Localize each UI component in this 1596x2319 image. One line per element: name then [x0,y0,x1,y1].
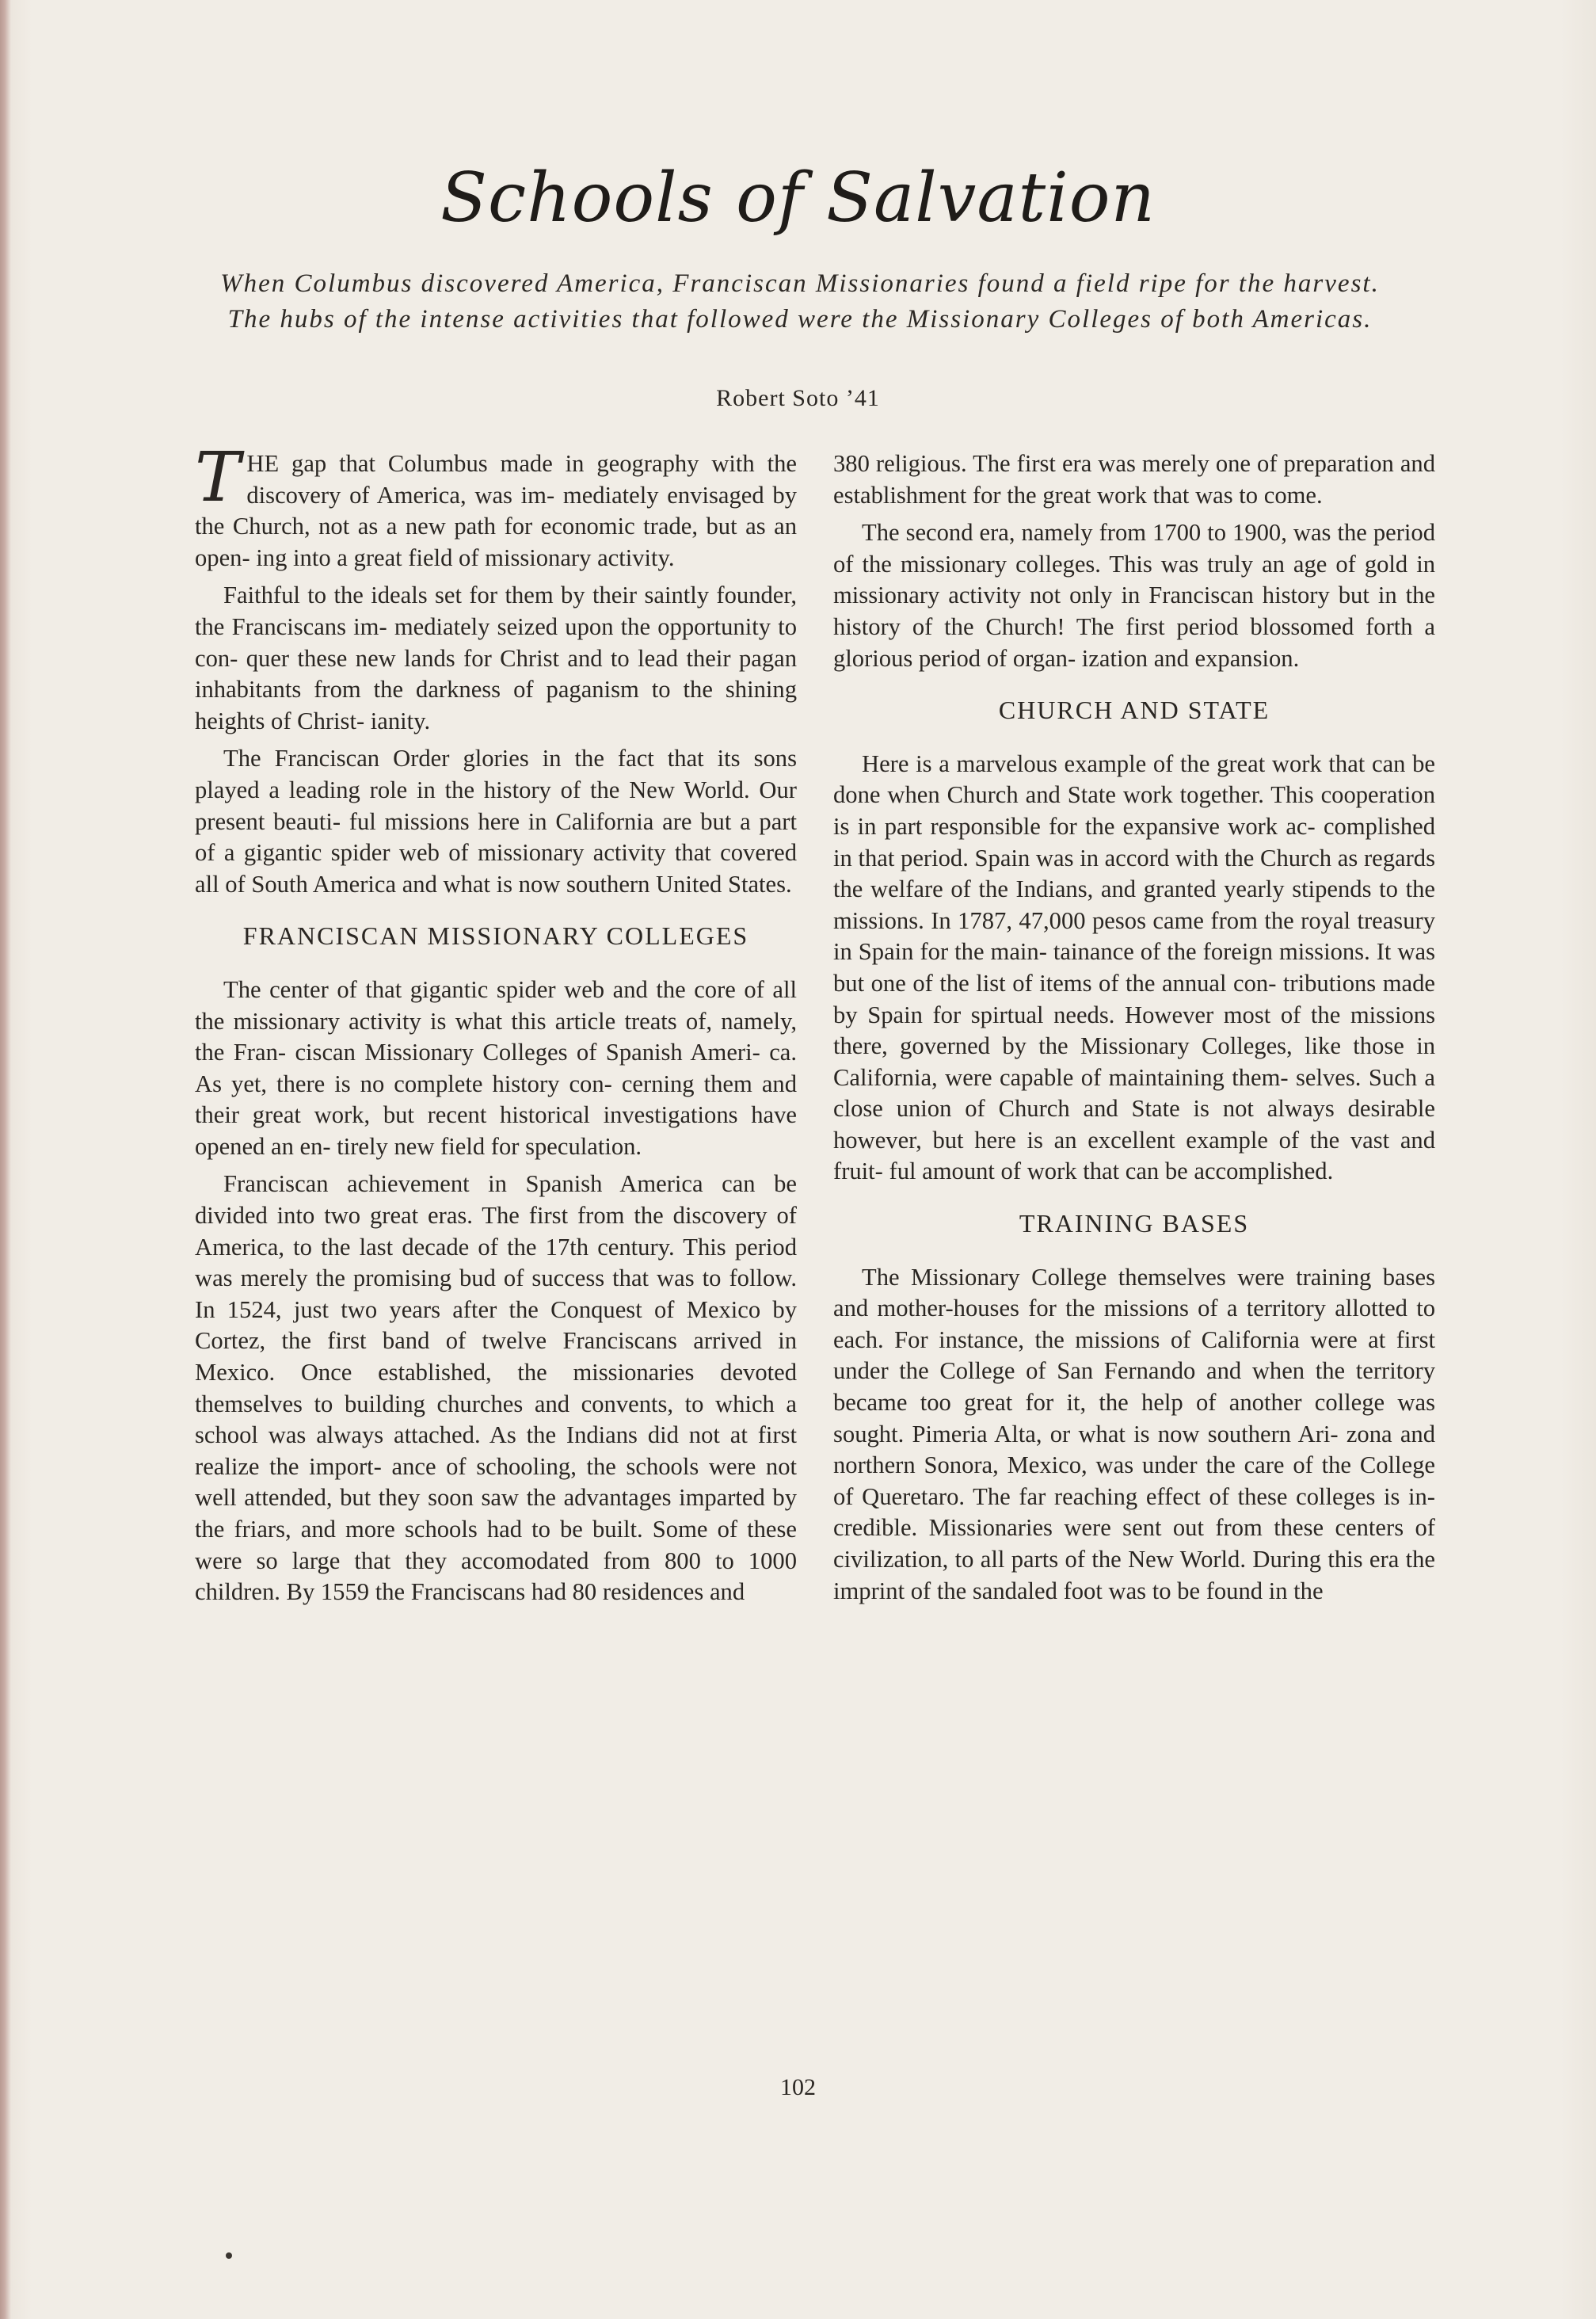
paragraph: Here is a marvelous example of the great work that can be done when Church and State work together. This cooperation is in part responsible for the expansive work ac- complished in that period. Spain was in accord with the Church as regards the welfare of the Indians, and granted yearly stipends to the missions. In 1787, 47,000 pesos came from the royal treasury in Spain for the main- tainance of the foreign missions. It was but one of the list of items of the annual con- tributions made by Spain for spirtual needs. However most of the missions there, governed by the Missionary Colleges, like those in California, were capable of maintaining them- selves. Such a close union of Church and State is not always desirable however, but here is an excellent example of the vast and fruit- ful amount of work that can be accomplished. [833,749,1435,1185]
ink-dot [226,2252,232,2259]
paragraph: Franciscan achievement in Spanish America can be divided into two great eras. The first from the discovery of America, to the last decade of the 17th century. This period was merely the promising bud of success that was to follow. In 1524, just two years after the Conquest of Mexico by Cortez, the first band of twelve Franciscans arrived in Mexico. Once established, the missionaries devoted themselves to building churches and convents, to which a school was always attached. As the Indians did not at first realize the import- ance of schooling, the schools were not well attended, but they soon saw the advantages imparted by the friars, and more schools had to be built. Some of these were so large that they accomodated from 800 to 1000 children. By 1559 the Franciscans had 80 residences and [195,1170,797,1606]
paragraph-text: HE gap that Columbus made in geography with the discovery of America, was im- mediately envisaged by the Church, not as a new path for economic trade, but as an open- ing into a great field of missionary activity. [195,450,797,571]
paragraph: The center of that gigantic spider web and the core of all the missionary activity is what this article treats of, namely, the Fran- ciscan Missionary Colleges of Spanish Ameri- ca. As yet, there is no complete history con- cerning them and their great work, but recent historical investigations have opened an en- tirely new field for speculation. [195,975,797,1160]
paragraph: Faithful to the ideals set for them by their saintly founder, the Franciscans im- mediately seized upon the opportunity to con- quer these new lands for Christ and to lead their pagan inhabitants from the darkness of paganism to the shining heights of Christ- ianity. [195,582,797,734]
paragraph: The Missionary College themselves were training bases and mother-houses for the missions of a territory allotted to each. For instance, the missions of California were at first under the College of San Fernando and when the territory became too great for it, the help of another college was sought. Pimeria Alta, or what is now southern Ari- zona and northern Sonora, Mexico, was under the care of the College of Queretaro. The far reaching effect of these colleges is in- credible. Missionaries were sent out from these centers of civilization, to all parts of the New World. During this era the imprint of the sandaled foot was to be found in the [833,1263,1435,1604]
article-title: Schools of Salvation [440,158,1156,238]
drop-cap: T [195,438,241,517]
section-heading: CHURCH AND STATE [998,696,1270,725]
page-number: 102 [780,2074,816,2100]
paragraph: The Franciscan Order glories in the fact that its sons played a leading role in the history of the New World. Our present beauti- ful missions here in California are but a part of a gigantic spider web of missionary activity that covered all of South America and what is now southern United States. [195,745,797,898]
right-column [833,448,1435,1613]
intro-paragraph [195,438,797,574]
article-subtitle: When Columbus discovered America, Franciscan Missionaries found a field ripe for the harvest. The hubs of the intense activities that followed were the Missionary Colleges of both Americas. [220,269,1380,334]
left-column [195,438,797,1615]
paragraph: The second era, namely from 1700 to 1900, was the period of the missionary colleges. This was truly an age of gold in missionary activity not only in Franciscan history but in the history of the Church! The first period blossomed forth a glorious period of organ- ization and expansion. [833,519,1435,672]
paragraph: 380 religious. The first era was merely one of preparation and establishment for the great work that was to come. [833,450,1435,509]
section-heading: TRAINING BASES [1019,1209,1250,1238]
article-byline: Robert Soto ’41 [716,385,880,411]
section-heading: FRANCISCAN MISSIONARY COLLEGES [242,921,749,951]
